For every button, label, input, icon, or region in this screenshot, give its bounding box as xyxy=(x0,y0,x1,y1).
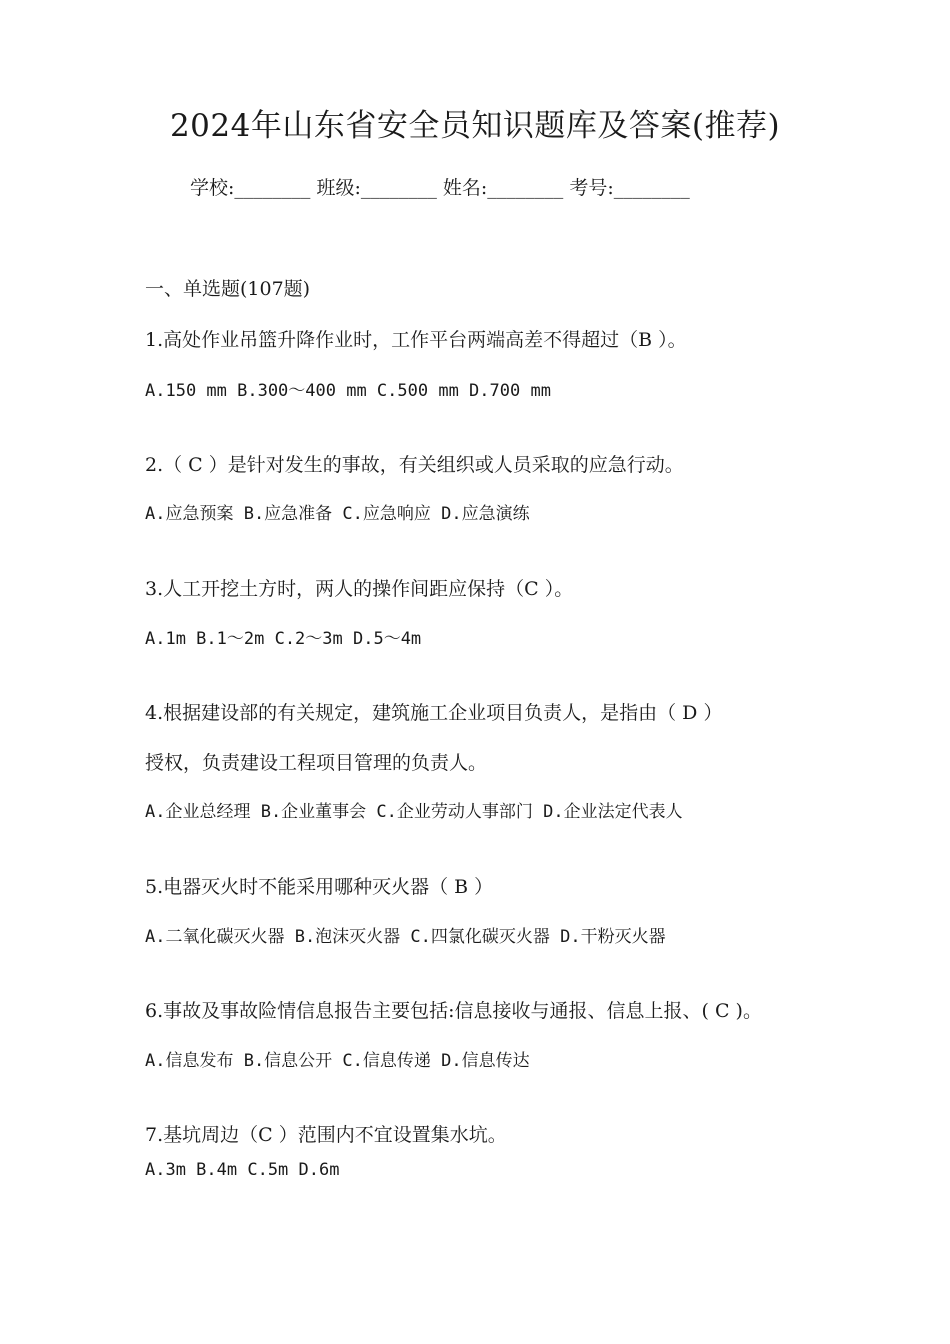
question-stem: 7.基坑周边（C ）范围内不宜设置集水坑。 xyxy=(145,1124,507,1146)
question-options: A.信息发布 B.信息公开 C.信息传递 D.信息传达 xyxy=(145,1051,530,1071)
question-options: A.应急预案 B.应急准备 C.应急响应 D.应急演练 xyxy=(145,504,530,524)
question-stem: 6.事故及事故险情信息报告主要包括:信息接收与通报、信息上报、( C )。 xyxy=(145,1000,762,1022)
question-stem: 3.人工开挖土方时，两人的操作间距应保持（C ）。 xyxy=(145,578,574,600)
question-options: A.1m B.1～2m C.2～3m D.5～4m xyxy=(145,629,422,649)
question-options: A.150 mm B.300～400 mm C.500 mm D.700 mm xyxy=(145,381,551,401)
question-stem: 4.根据建设部的有关规定，建筑施工企业项目负责人，是指由（ D ） xyxy=(145,702,723,724)
question-options: A.企业总经理 B.企业董事会 C.企业劳动人事部门 D.企业法定代表人 xyxy=(145,802,683,822)
question-stem: 1.高处作业吊篮升降作业时，工作平台两端高差不得超过（B ）。 xyxy=(145,329,687,351)
question-stem: 2.（ C ）是针对发生的事故，有关组织或人员采取的应急行动。 xyxy=(145,454,684,476)
question-stem-continued: 授权，负责建设工程项目管理的负责人。 xyxy=(145,752,488,774)
question-options: A.二氧化碳灭火器 B.泡沫灭火器 C.四氯化碳灭火器 D.干粉灭火器 xyxy=(145,927,666,947)
document-title: 2024年山东省安全员知识题库及答案(推荐) xyxy=(169,108,781,144)
question-stem: 5.电器灭火时不能采用哪种灭火器（ B ） xyxy=(145,876,494,898)
student-info-fields: 学校:________ 班级:________ 姓名:________ 考号:________ xyxy=(190,177,690,199)
section-heading: 一、单选题(107题) xyxy=(145,278,311,300)
question-options: A.3m B.4m C.5m D.6m xyxy=(145,1160,340,1180)
